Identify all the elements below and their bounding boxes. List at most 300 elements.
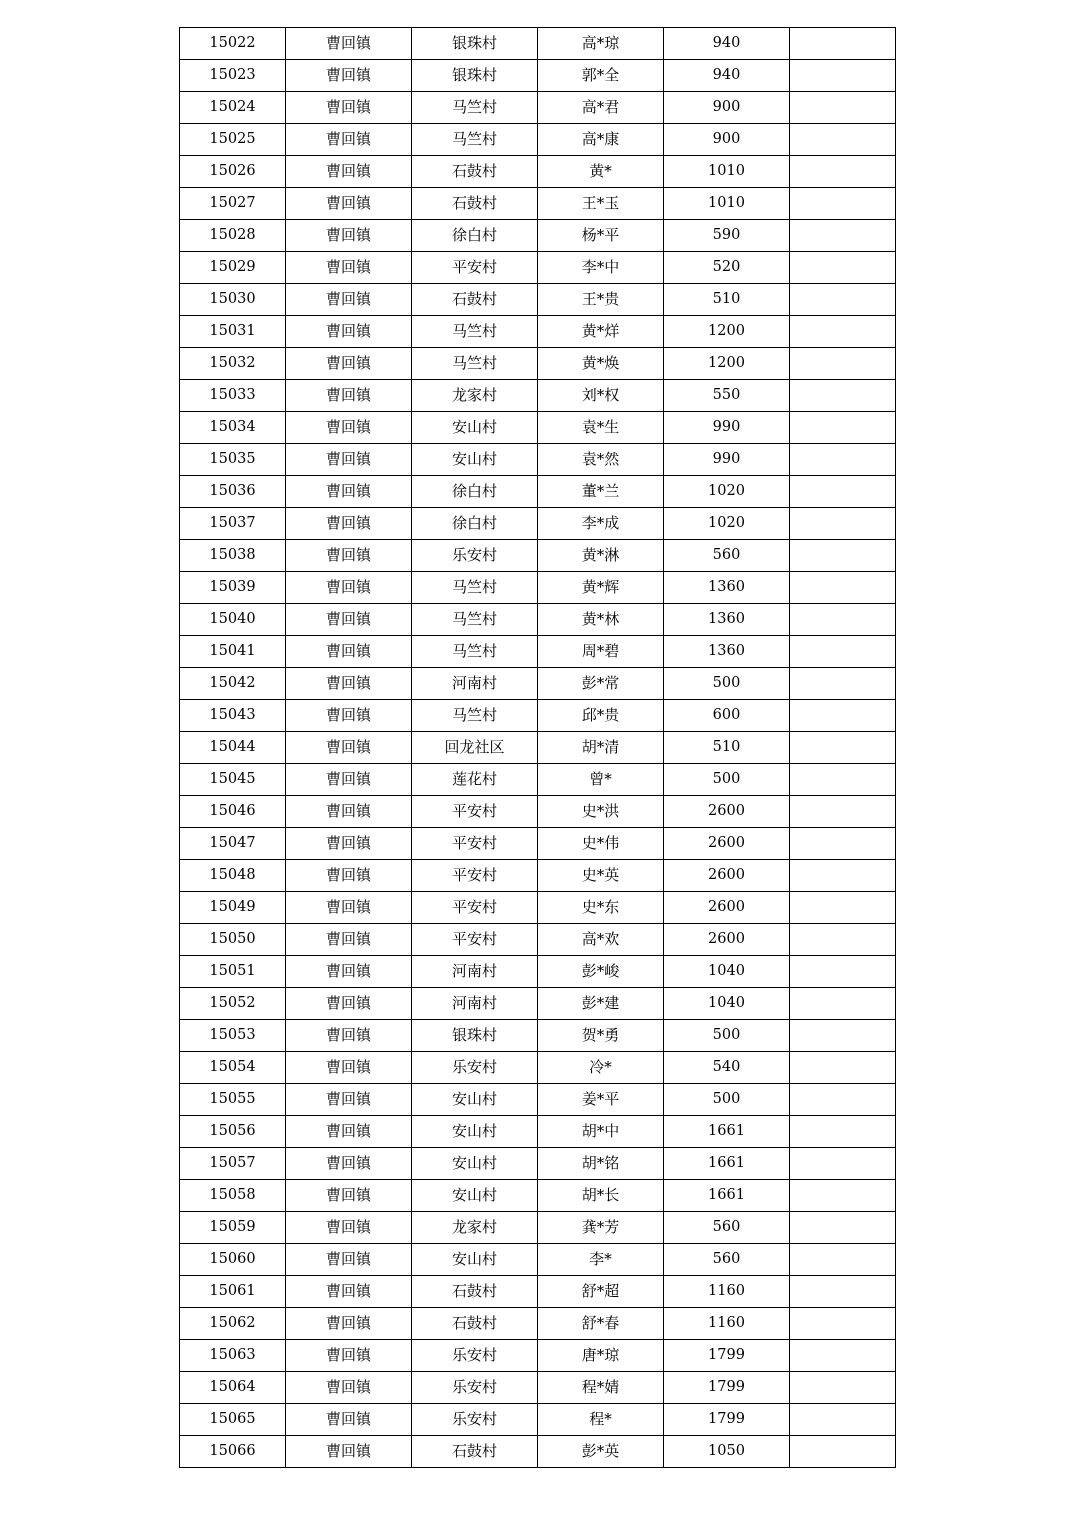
- village-cell: 河南村: [412, 956, 538, 988]
- name-cell: 袁*然: [538, 444, 664, 476]
- note-cell: [790, 444, 896, 476]
- note-cell: [790, 700, 896, 732]
- serial-cell: 15025: [180, 124, 286, 156]
- table-row: [180, 1276, 896, 1308]
- amount-cell: 2600: [664, 892, 790, 924]
- table-row: [180, 1244, 896, 1276]
- table-row: [180, 956, 896, 988]
- serial-cell: 15034: [180, 412, 286, 444]
- name-cell: 彭*常: [538, 668, 664, 700]
- amount-cell: 1360: [664, 604, 790, 636]
- town-cell: 曹回镇: [286, 924, 412, 956]
- serial-cell: 15043: [180, 700, 286, 732]
- amount-cell: 1200: [664, 348, 790, 380]
- table-row: [180, 220, 896, 252]
- name-cell: 高*欢: [538, 924, 664, 956]
- serial-cell: 15045: [180, 764, 286, 796]
- serial-cell: 15024: [180, 92, 286, 124]
- amount-cell: 2600: [664, 796, 790, 828]
- name-cell: 史*东: [538, 892, 664, 924]
- village-cell: 徐白村: [412, 220, 538, 252]
- note-cell: [790, 188, 896, 220]
- town-cell: 曹回镇: [286, 412, 412, 444]
- amount-cell: 1661: [664, 1180, 790, 1212]
- village-cell: 平安村: [412, 252, 538, 284]
- amount-cell: 500: [664, 1084, 790, 1116]
- serial-cell: 15022: [180, 28, 286, 60]
- name-cell: 曾*: [538, 764, 664, 796]
- amount-cell: 1010: [664, 156, 790, 188]
- table-row: [180, 572, 896, 604]
- serial-cell: 15060: [180, 1244, 286, 1276]
- table-row: [180, 348, 896, 380]
- amount-cell: 2600: [664, 828, 790, 860]
- table-row: [180, 988, 896, 1020]
- table-row: [180, 1052, 896, 1084]
- town-cell: 曹回镇: [286, 1372, 412, 1404]
- town-cell: 曹回镇: [286, 284, 412, 316]
- village-cell: 石鼓村: [412, 156, 538, 188]
- town-cell: 曹回镇: [286, 1244, 412, 1276]
- serial-cell: 15040: [180, 604, 286, 636]
- table-row: [180, 1116, 896, 1148]
- village-cell: 平安村: [412, 828, 538, 860]
- serial-cell: 15029: [180, 252, 286, 284]
- town-cell: 曹回镇: [286, 604, 412, 636]
- town-cell: 曹回镇: [286, 156, 412, 188]
- village-cell: 乐安村: [412, 540, 538, 572]
- village-cell: 平安村: [412, 892, 538, 924]
- serial-cell: 15066: [180, 1436, 286, 1468]
- town-cell: 曹回镇: [286, 732, 412, 764]
- amount-cell: 510: [664, 284, 790, 316]
- amount-cell: 510: [664, 732, 790, 764]
- serial-cell: 15065: [180, 1404, 286, 1436]
- village-cell: 平安村: [412, 860, 538, 892]
- serial-cell: 15038: [180, 540, 286, 572]
- note-cell: [790, 1244, 896, 1276]
- table-row: [180, 60, 896, 92]
- town-cell: 曹回镇: [286, 1180, 412, 1212]
- name-cell: 高*君: [538, 92, 664, 124]
- note-cell: [790, 892, 896, 924]
- note-cell: [790, 284, 896, 316]
- note-cell: [790, 1404, 896, 1436]
- note-cell: [790, 924, 896, 956]
- note-cell: [790, 28, 896, 60]
- amount-cell: 1020: [664, 476, 790, 508]
- town-cell: 曹回镇: [286, 348, 412, 380]
- village-cell: 马竺村: [412, 700, 538, 732]
- town-cell: 曹回镇: [286, 1436, 412, 1468]
- name-cell: 胡*铭: [538, 1148, 664, 1180]
- town-cell: 曹回镇: [286, 1020, 412, 1052]
- town-cell: 曹回镇: [286, 572, 412, 604]
- table-row: [180, 412, 896, 444]
- town-cell: 曹回镇: [286, 828, 412, 860]
- serial-cell: 15049: [180, 892, 286, 924]
- note-cell: [790, 124, 896, 156]
- name-cell: 李*中: [538, 252, 664, 284]
- serial-cell: 15028: [180, 220, 286, 252]
- note-cell: [790, 956, 896, 988]
- table-row: [180, 188, 896, 220]
- town-cell: 曹回镇: [286, 220, 412, 252]
- name-cell: 杨*平: [538, 220, 664, 252]
- town-cell: 曹回镇: [286, 988, 412, 1020]
- table-row: [180, 28, 896, 60]
- village-cell: 平安村: [412, 796, 538, 828]
- note-cell: [790, 1372, 896, 1404]
- note-cell: [790, 316, 896, 348]
- town-cell: 曹回镇: [286, 380, 412, 412]
- serial-cell: 15042: [180, 668, 286, 700]
- note-cell: [790, 1436, 896, 1468]
- note-cell: [790, 828, 896, 860]
- name-cell: 姜*平: [538, 1084, 664, 1116]
- village-cell: 石鼓村: [412, 1436, 538, 1468]
- name-cell: 邱*贵: [538, 700, 664, 732]
- amount-cell: 1040: [664, 956, 790, 988]
- serial-cell: 15031: [180, 316, 286, 348]
- village-cell: 河南村: [412, 668, 538, 700]
- serial-cell: 15030: [180, 284, 286, 316]
- note-cell: [790, 764, 896, 796]
- name-cell: 史*英: [538, 860, 664, 892]
- town-cell: 曹回镇: [286, 1276, 412, 1308]
- name-cell: 彭*英: [538, 1436, 664, 1468]
- table-row: [180, 1084, 896, 1116]
- village-cell: 安山村: [412, 412, 538, 444]
- serial-cell: 15054: [180, 1052, 286, 1084]
- table-row: [180, 732, 896, 764]
- amount-cell: 500: [664, 1020, 790, 1052]
- amount-cell: 600: [664, 700, 790, 732]
- town-cell: 曹回镇: [286, 1340, 412, 1372]
- amount-cell: 900: [664, 92, 790, 124]
- amount-cell: 1020: [664, 508, 790, 540]
- note-cell: [790, 732, 896, 764]
- town-cell: 曹回镇: [286, 1404, 412, 1436]
- note-cell: [790, 1180, 896, 1212]
- town-cell: 曹回镇: [286, 92, 412, 124]
- table-row: [180, 1180, 896, 1212]
- serial-cell: 15035: [180, 444, 286, 476]
- note-cell: [790, 156, 896, 188]
- note-cell: [790, 796, 896, 828]
- town-cell: 曹回镇: [286, 188, 412, 220]
- serial-cell: 15055: [180, 1084, 286, 1116]
- name-cell: 黄*焕: [538, 348, 664, 380]
- town-cell: 曹回镇: [286, 700, 412, 732]
- table-row: [180, 1340, 896, 1372]
- note-cell: [790, 572, 896, 604]
- serial-cell: 15041: [180, 636, 286, 668]
- amount-cell: 1360: [664, 572, 790, 604]
- data-table: [179, 27, 896, 1468]
- note-cell: [790, 1116, 896, 1148]
- table-row: [180, 764, 896, 796]
- town-cell: 曹回镇: [286, 252, 412, 284]
- name-cell: 史*洪: [538, 796, 664, 828]
- note-cell: [790, 604, 896, 636]
- table-row: [180, 1020, 896, 1052]
- name-cell: 贺*勇: [538, 1020, 664, 1052]
- name-cell: 唐*琼: [538, 1340, 664, 1372]
- town-cell: 曹回镇: [286, 1212, 412, 1244]
- name-cell: 黄*: [538, 156, 664, 188]
- town-cell: 曹回镇: [286, 1116, 412, 1148]
- town-cell: 曹回镇: [286, 892, 412, 924]
- table-body: [180, 28, 896, 1468]
- village-cell: 徐白村: [412, 476, 538, 508]
- name-cell: 王*贵: [538, 284, 664, 316]
- amount-cell: 560: [664, 1212, 790, 1244]
- amount-cell: 1160: [664, 1276, 790, 1308]
- amount-cell: 1160: [664, 1308, 790, 1340]
- table-row: [180, 1212, 896, 1244]
- note-cell: [790, 412, 896, 444]
- note-cell: [790, 1308, 896, 1340]
- note-cell: [790, 348, 896, 380]
- amount-cell: 900: [664, 124, 790, 156]
- amount-cell: 1799: [664, 1404, 790, 1436]
- name-cell: 董*兰: [538, 476, 664, 508]
- table-row: [180, 668, 896, 700]
- amount-cell: 940: [664, 60, 790, 92]
- town-cell: 曹回镇: [286, 316, 412, 348]
- village-cell: 马竺村: [412, 316, 538, 348]
- amount-cell: 590: [664, 220, 790, 252]
- name-cell: 胡*中: [538, 1116, 664, 1148]
- serial-cell: 15051: [180, 956, 286, 988]
- village-cell: 马竺村: [412, 604, 538, 636]
- name-cell: 彭*建: [538, 988, 664, 1020]
- village-cell: 石鼓村: [412, 284, 538, 316]
- amount-cell: 1799: [664, 1372, 790, 1404]
- village-cell: 银珠村: [412, 1020, 538, 1052]
- note-cell: [790, 508, 896, 540]
- town-cell: 曹回镇: [286, 444, 412, 476]
- amount-cell: 990: [664, 444, 790, 476]
- note-cell: [790, 540, 896, 572]
- note-cell: [790, 668, 896, 700]
- name-cell: 舒*超: [538, 1276, 664, 1308]
- name-cell: 周*碧: [538, 636, 664, 668]
- village-cell: 石鼓村: [412, 1308, 538, 1340]
- name-cell: 郭*全: [538, 60, 664, 92]
- serial-cell: 15062: [180, 1308, 286, 1340]
- name-cell: 刘*权: [538, 380, 664, 412]
- amount-cell: 2600: [664, 924, 790, 956]
- serial-cell: 15046: [180, 796, 286, 828]
- serial-cell: 15047: [180, 828, 286, 860]
- serial-cell: 15057: [180, 1148, 286, 1180]
- town-cell: 曹回镇: [286, 1308, 412, 1340]
- table-row: [180, 828, 896, 860]
- village-cell: 石鼓村: [412, 1276, 538, 1308]
- table-row: [180, 508, 896, 540]
- town-cell: 曹回镇: [286, 860, 412, 892]
- serial-cell: 15058: [180, 1180, 286, 1212]
- town-cell: 曹回镇: [286, 1052, 412, 1084]
- village-cell: 马竺村: [412, 124, 538, 156]
- table-row: [180, 380, 896, 412]
- note-cell: [790, 1052, 896, 1084]
- name-cell: 黄*烊: [538, 316, 664, 348]
- name-cell: 高*康: [538, 124, 664, 156]
- note-cell: [790, 92, 896, 124]
- village-cell: 乐安村: [412, 1372, 538, 1404]
- note-cell: [790, 636, 896, 668]
- village-cell: 安山村: [412, 1116, 538, 1148]
- town-cell: 曹回镇: [286, 60, 412, 92]
- village-cell: 乐安村: [412, 1052, 538, 1084]
- amount-cell: 1661: [664, 1116, 790, 1148]
- village-cell: 平安村: [412, 924, 538, 956]
- amount-cell: 500: [664, 668, 790, 700]
- amount-cell: 500: [664, 764, 790, 796]
- table-row: [180, 604, 896, 636]
- serial-cell: 15039: [180, 572, 286, 604]
- amount-cell: 1050: [664, 1436, 790, 1468]
- table-row: [180, 924, 896, 956]
- note-cell: [790, 1340, 896, 1372]
- note-cell: [790, 476, 896, 508]
- name-cell: 黄*林: [538, 604, 664, 636]
- table-row: [180, 1308, 896, 1340]
- town-cell: 曹回镇: [286, 476, 412, 508]
- town-cell: 曹回镇: [286, 796, 412, 828]
- serial-cell: 15053: [180, 1020, 286, 1052]
- name-cell: 彭*峻: [538, 956, 664, 988]
- amount-cell: 1010: [664, 188, 790, 220]
- serial-cell: 15033: [180, 380, 286, 412]
- village-cell: 莲花村: [412, 764, 538, 796]
- note-cell: [790, 1084, 896, 1116]
- table-row: [180, 316, 896, 348]
- serial-cell: 15036: [180, 476, 286, 508]
- name-cell: 冷*: [538, 1052, 664, 1084]
- note-cell: [790, 220, 896, 252]
- name-cell: 程*婧: [538, 1372, 664, 1404]
- note-cell: [790, 1212, 896, 1244]
- table-row: [180, 156, 896, 188]
- table-row: [180, 444, 896, 476]
- serial-cell: 15061: [180, 1276, 286, 1308]
- name-cell: 王*玉: [538, 188, 664, 220]
- note-cell: [790, 252, 896, 284]
- serial-cell: 15063: [180, 1340, 286, 1372]
- table-row: [180, 124, 896, 156]
- serial-cell: 15048: [180, 860, 286, 892]
- amount-cell: 1040: [664, 988, 790, 1020]
- table-row: [180, 1436, 896, 1468]
- table-row: [180, 860, 896, 892]
- table-row: [180, 1148, 896, 1180]
- town-cell: 曹回镇: [286, 636, 412, 668]
- village-cell: 回龙社区: [412, 732, 538, 764]
- name-cell: 史*伟: [538, 828, 664, 860]
- name-cell: 李*: [538, 1244, 664, 1276]
- town-cell: 曹回镇: [286, 508, 412, 540]
- note-cell: [790, 380, 896, 412]
- village-cell: 石鼓村: [412, 188, 538, 220]
- town-cell: 曹回镇: [286, 28, 412, 60]
- town-cell: 曹回镇: [286, 1148, 412, 1180]
- table-row: [180, 796, 896, 828]
- name-cell: 黄*辉: [538, 572, 664, 604]
- village-cell: 乐安村: [412, 1404, 538, 1436]
- table-row: [180, 540, 896, 572]
- name-cell: 舒*春: [538, 1308, 664, 1340]
- serial-cell: 15059: [180, 1212, 286, 1244]
- town-cell: 曹回镇: [286, 956, 412, 988]
- village-cell: 龙家村: [412, 1212, 538, 1244]
- table-row: [180, 92, 896, 124]
- serial-cell: 15023: [180, 60, 286, 92]
- table-row: [180, 476, 896, 508]
- serial-cell: 15037: [180, 508, 286, 540]
- name-cell: 胡*长: [538, 1180, 664, 1212]
- note-cell: [790, 60, 896, 92]
- village-cell: 乐安村: [412, 1340, 538, 1372]
- amount-cell: 940: [664, 28, 790, 60]
- serial-cell: 15032: [180, 348, 286, 380]
- name-cell: 程*: [538, 1404, 664, 1436]
- table-row: [180, 636, 896, 668]
- serial-cell: 15026: [180, 156, 286, 188]
- name-cell: 黄*淋: [538, 540, 664, 572]
- amount-cell: 1799: [664, 1340, 790, 1372]
- village-cell: 马竺村: [412, 92, 538, 124]
- serial-cell: 15050: [180, 924, 286, 956]
- village-cell: 安山村: [412, 1084, 538, 1116]
- amount-cell: 550: [664, 380, 790, 412]
- serial-cell: 15044: [180, 732, 286, 764]
- village-cell: 安山村: [412, 1180, 538, 1212]
- amount-cell: 560: [664, 1244, 790, 1276]
- amount-cell: 1360: [664, 636, 790, 668]
- town-cell: 曹回镇: [286, 764, 412, 796]
- note-cell: [790, 1276, 896, 1308]
- village-cell: 马竺村: [412, 572, 538, 604]
- amount-cell: 1200: [664, 316, 790, 348]
- amount-cell: 2600: [664, 860, 790, 892]
- amount-cell: 990: [664, 412, 790, 444]
- village-cell: 马竺村: [412, 636, 538, 668]
- note-cell: [790, 1148, 896, 1180]
- table-row: [180, 892, 896, 924]
- name-cell: 龚*芳: [538, 1212, 664, 1244]
- village-cell: 安山村: [412, 444, 538, 476]
- table-row: [180, 700, 896, 732]
- serial-cell: 15056: [180, 1116, 286, 1148]
- table-row: [180, 1404, 896, 1436]
- village-cell: 银珠村: [412, 60, 538, 92]
- note-cell: [790, 860, 896, 892]
- town-cell: 曹回镇: [286, 1084, 412, 1116]
- name-cell: 高*琼: [538, 28, 664, 60]
- village-cell: 安山村: [412, 1148, 538, 1180]
- amount-cell: 1661: [664, 1148, 790, 1180]
- name-cell: 胡*清: [538, 732, 664, 764]
- name-cell: 袁*生: [538, 412, 664, 444]
- serial-cell: 15052: [180, 988, 286, 1020]
- note-cell: [790, 1020, 896, 1052]
- village-cell: 河南村: [412, 988, 538, 1020]
- name-cell: 李*成: [538, 508, 664, 540]
